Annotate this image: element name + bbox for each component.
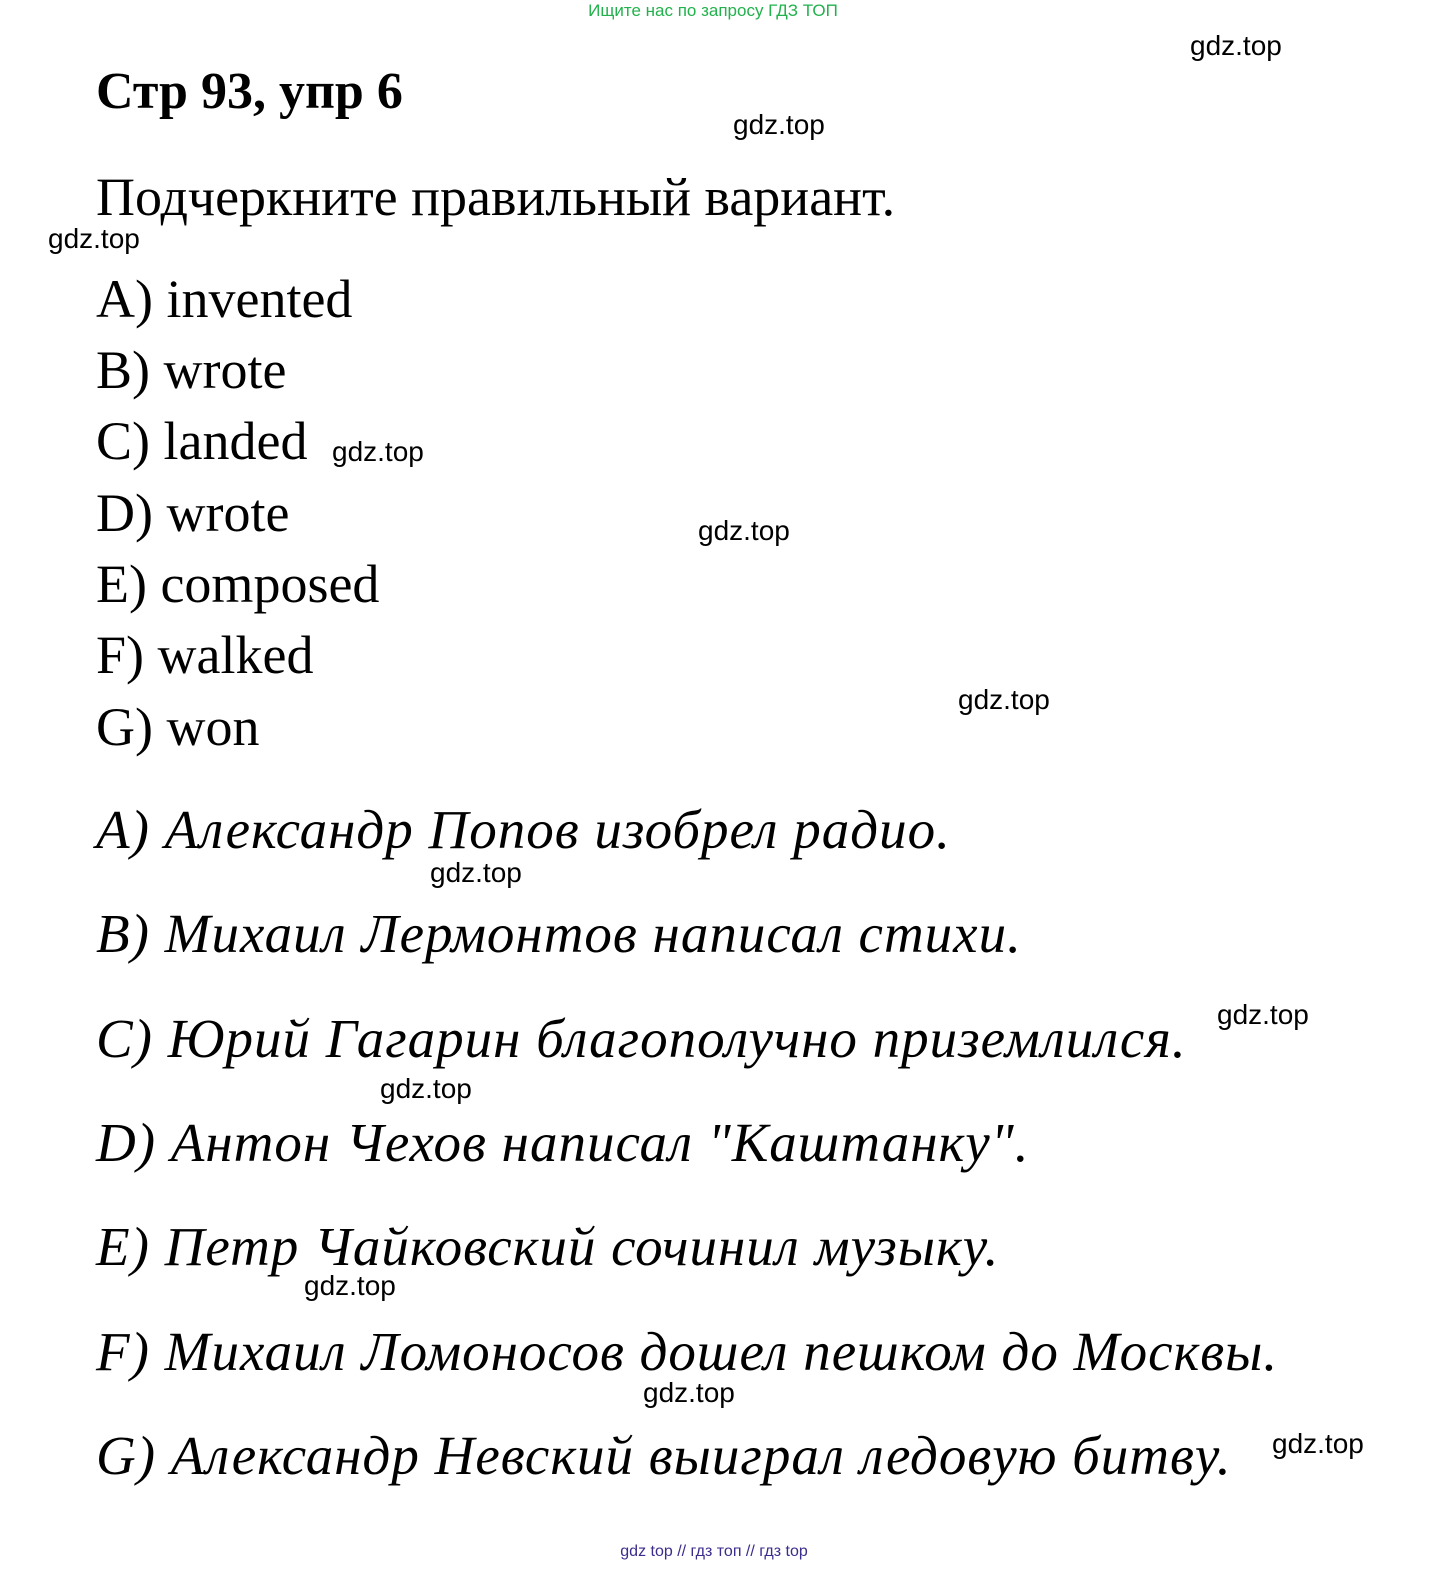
answer-a: A) invented	[96, 269, 353, 329]
sentence-c: C) Юрий Гагарин благополучно приземлился.	[96, 1008, 1187, 1069]
answer-b: B) wrote	[96, 340, 287, 400]
watermark: gdz.top	[304, 1270, 396, 1301]
watermark: gdz.top	[698, 515, 790, 546]
answer-e: E) composed	[96, 554, 380, 614]
watermark: gdz.top	[430, 857, 522, 888]
answer-d: D) wrote	[96, 483, 290, 543]
watermark: gdz.top	[1272, 1428, 1364, 1459]
sentence-f: F) Михаил Ломоносов дошел пешком до Москвы.	[96, 1321, 1279, 1382]
watermark: gdz.top	[958, 684, 1050, 715]
sentence-e: E) Петр Чайковский сочинил музыку.	[96, 1216, 1000, 1277]
top-banner: Ищите нас по запросу ГДЗ ТОП	[588, 1, 838, 20]
sentence-b: B) Михаил Лермонтов написал стихи.	[96, 903, 1022, 964]
sentence-g: G) Александр Невский выиграл ледовую битву.	[96, 1425, 1232, 1486]
answer-f: F) walked	[96, 625, 314, 685]
watermark: gdz.top	[48, 223, 140, 254]
sentence-a: A) Александр Попов изобрел радио.	[96, 799, 951, 860]
watermark: gdz.top	[1190, 30, 1282, 61]
watermark: gdz.top	[332, 436, 424, 467]
page-title: Стр 93, упр 6	[96, 63, 403, 120]
answer-g: G) won	[96, 697, 260, 757]
watermark: gdz.top	[733, 109, 825, 140]
watermark: gdz.top	[380, 1073, 472, 1104]
sentence-d: D) Антон Чехов написал "Каштанку".	[96, 1112, 1030, 1173]
watermark: gdz.top	[1217, 999, 1309, 1030]
instruction-text: Подчеркните правильный вариант.	[96, 167, 896, 227]
footer-links: gdz top // гдз топ // гдз top	[620, 1543, 808, 1560]
answer-c: C) landed	[96, 411, 308, 471]
watermark: gdz.top	[643, 1377, 735, 1408]
